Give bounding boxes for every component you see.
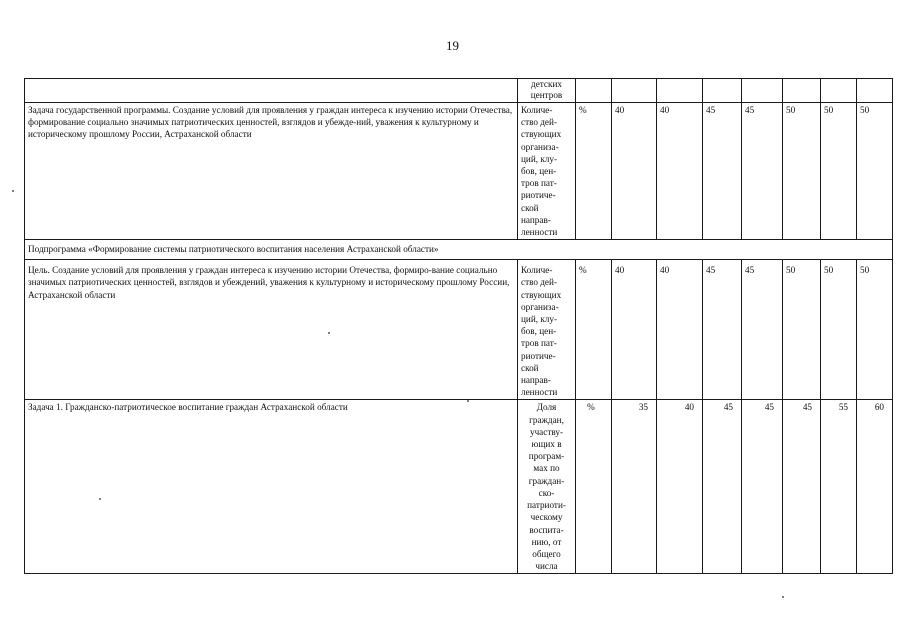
value-cell: 50 xyxy=(783,103,821,240)
indicator-cell: Количе- ство дей- ствующих организа- ций, клу- бов, цен- тров пат- риотиче- ской направ- ленности xyxy=(518,103,576,240)
subprogram-title: Подпрограмма «Формирование системы патриотического воспитания населения Астраханской области» xyxy=(25,240,893,260)
value-cell: 45 xyxy=(703,103,742,240)
value-cell: 40 xyxy=(612,103,657,240)
value-cell: 45 xyxy=(703,400,742,574)
unit-cell: % xyxy=(576,260,612,400)
scan-speck xyxy=(467,400,469,402)
value-cell: 45 xyxy=(783,400,821,574)
value-cell xyxy=(612,79,657,103)
value-cell: 50 xyxy=(783,260,821,400)
scan-speck xyxy=(12,190,14,192)
value-cell: 50 xyxy=(857,103,893,240)
indicator-cell: Количе- ство дей- ствующих организа- ций, клу- бов, цен- тров пат- риотиче- ской направ- ленности xyxy=(518,260,576,400)
value-cell: 35 xyxy=(612,400,657,574)
table-row xyxy=(25,103,893,240)
value-cell: 45 xyxy=(742,400,783,574)
value-cell: 45 xyxy=(703,260,742,400)
unit-cell: % xyxy=(576,400,612,574)
value-cell xyxy=(657,79,703,103)
unit-cell: % xyxy=(576,103,612,240)
task-description-cell: Задача 1. Гражданско-патриотическое воспитание граждан Астраханской области xyxy=(25,400,518,574)
value-cell xyxy=(742,79,783,103)
value-cell: 60 xyxy=(857,400,893,574)
value-cell xyxy=(783,79,821,103)
value-cell: 40 xyxy=(657,260,703,400)
value-cell: 50 xyxy=(821,103,857,240)
table-row xyxy=(25,240,893,260)
task-description-cell: Задача государственной программы. Создание условий для проявления у граждан интереса к изучению истории Отечества, формирование социально значимых патриотических ценностей, взглядов и убежде-ний, уважения к культурному и историческому прошлому России, Астраханской области xyxy=(25,103,518,240)
scan-speck xyxy=(328,332,330,334)
indicator-cell: детских центров xyxy=(518,79,576,103)
goal-description-cell: Цель. Создание условий для проявления у граждан интереса к изучению истории Отечества, формиро-вание социально значимых патриотических ценностей, взглядов и убеждений, уважения к культурному и историческому прошлому России, Астраханской области xyxy=(25,260,518,400)
value-cell: 50 xyxy=(857,260,893,400)
value-cell xyxy=(857,79,893,103)
value-cell xyxy=(821,79,857,103)
indicators-table xyxy=(24,78,893,574)
value-cell: 40 xyxy=(657,103,703,240)
value-cell: 50 xyxy=(821,260,857,400)
value-cell: 40 xyxy=(657,400,703,574)
value-cell: 40 xyxy=(612,260,657,400)
indicator-cell: Доля граждан, участву- ющих в програм- мах по граждан- ско- патриоти- ческому воспита- нию, от общего числа xyxy=(518,400,576,574)
unit-cell xyxy=(576,79,612,103)
scan-speck xyxy=(782,596,784,598)
value-cell: 45 xyxy=(742,260,783,400)
table-row xyxy=(25,79,893,103)
value-cell: 45 xyxy=(742,103,783,240)
goal-description-cell xyxy=(25,79,518,103)
value-cell: 55 xyxy=(821,400,857,574)
value-cell xyxy=(703,79,742,103)
scan-speck xyxy=(99,498,101,500)
table-row xyxy=(25,260,893,400)
table-row xyxy=(25,400,893,574)
page-number: 19 xyxy=(446,38,459,53)
